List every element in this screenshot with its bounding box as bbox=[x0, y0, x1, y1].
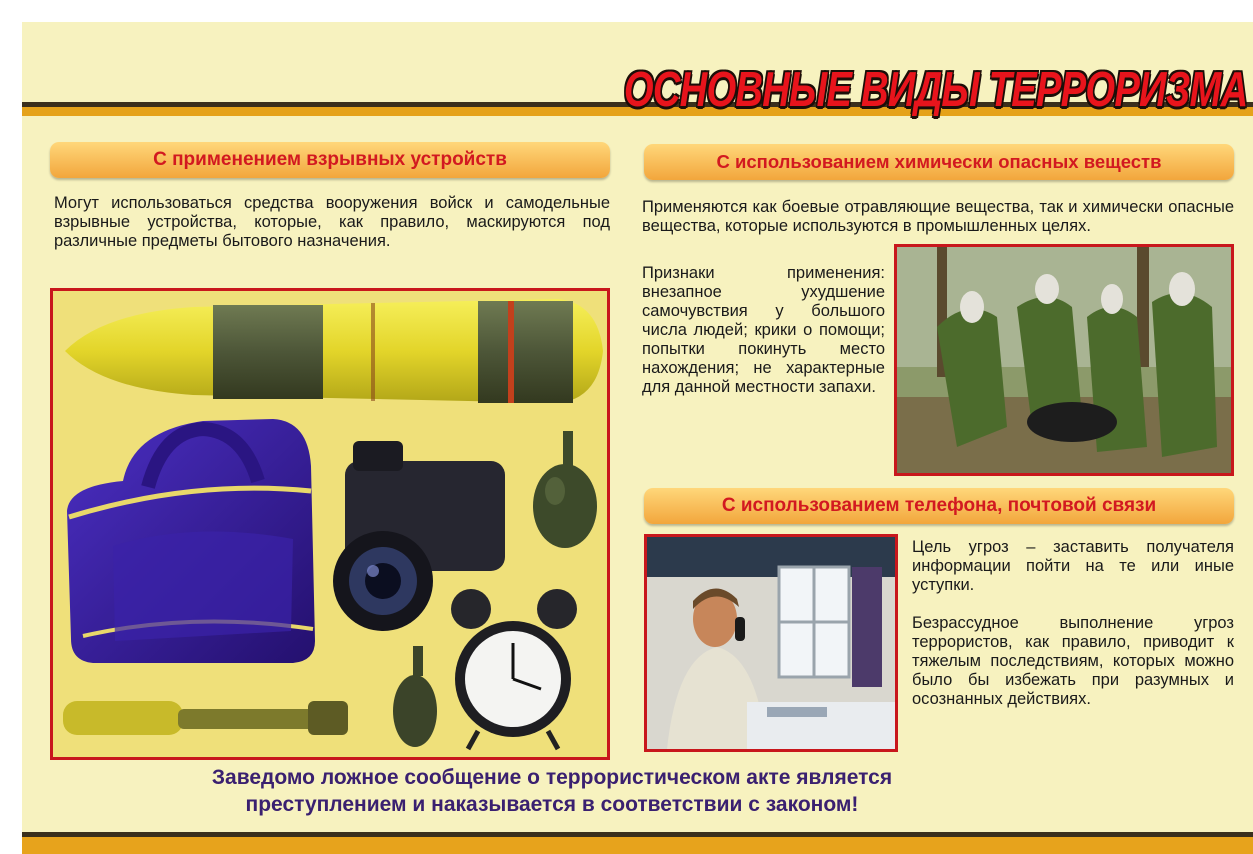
chemical-description: Применяются как боевые отравляющие вещества, так и химически опасные вещества, которые используются в промышленных целях. bbox=[642, 198, 1234, 235]
legal-warning-line-1: Заведомо ложное сообщение о террористическом акте является bbox=[211, 766, 893, 789]
chemical-section-heading bbox=[644, 144, 1234, 180]
explosive-devices-illustration bbox=[53, 291, 607, 757]
phone-section-heading bbox=[644, 488, 1234, 524]
grenade-shape bbox=[533, 431, 597, 548]
explosive-section-heading bbox=[50, 142, 610, 178]
bag-shape bbox=[67, 419, 315, 663]
explosive-description: Могут использоваться средства вооружения войск и самодельные взрывные устройства, которые, как правило, маскируются под различные предметы бытового назначения. bbox=[54, 194, 610, 250]
chemical-heading-text: С использованием химически опасных веществ bbox=[716, 151, 1162, 172]
legal-warning-line-2: преступлением и наказывается в соответствии с законом! bbox=[245, 793, 859, 816]
poster-title: ОСНОВНЫЕ ВИДЫ ТЕРРОРИЗМА bbox=[623, 63, 1247, 117]
explosive-heading-text: С применением взрывных устройств bbox=[153, 149, 507, 170]
explosive-devices-photo bbox=[50, 288, 610, 760]
phone-heading-text: С использованием телефона, почтовой связи bbox=[721, 495, 1157, 516]
gas-mask-soldiers-photo bbox=[894, 244, 1234, 476]
poster bbox=[22, 22, 1253, 854]
man-on-phone-photo bbox=[644, 534, 898, 752]
alarm-clock-shape bbox=[451, 589, 577, 749]
projectile-shape bbox=[65, 299, 603, 403]
chemical-signs: Признаки применения: внезапное ухудшение самочувствия у большого числа людей; крики о помощи; попытки покинуть место нахождения; не характерные для данной местности запахи. bbox=[642, 264, 885, 396]
small-grenade-shape bbox=[393, 646, 437, 747]
phone-threat-consequence: Безрассудное выполнение угроз террористов, как правило, приводит к тяжелым последствиям, которых можно было бы избежать при разумных и осознанных действиях. bbox=[912, 614, 1234, 708]
man-on-phone-illustration bbox=[647, 537, 895, 749]
launcher-shape bbox=[63, 701, 348, 735]
bottom-decorative-band bbox=[22, 832, 1253, 854]
gas-mask-soldiers-illustration bbox=[897, 247, 1231, 473]
legal-warning bbox=[22, 764, 1082, 818]
phone-threat-goal: Цель угроз – заставить получателя информации пойти на те или иные уступки. bbox=[912, 538, 1234, 594]
